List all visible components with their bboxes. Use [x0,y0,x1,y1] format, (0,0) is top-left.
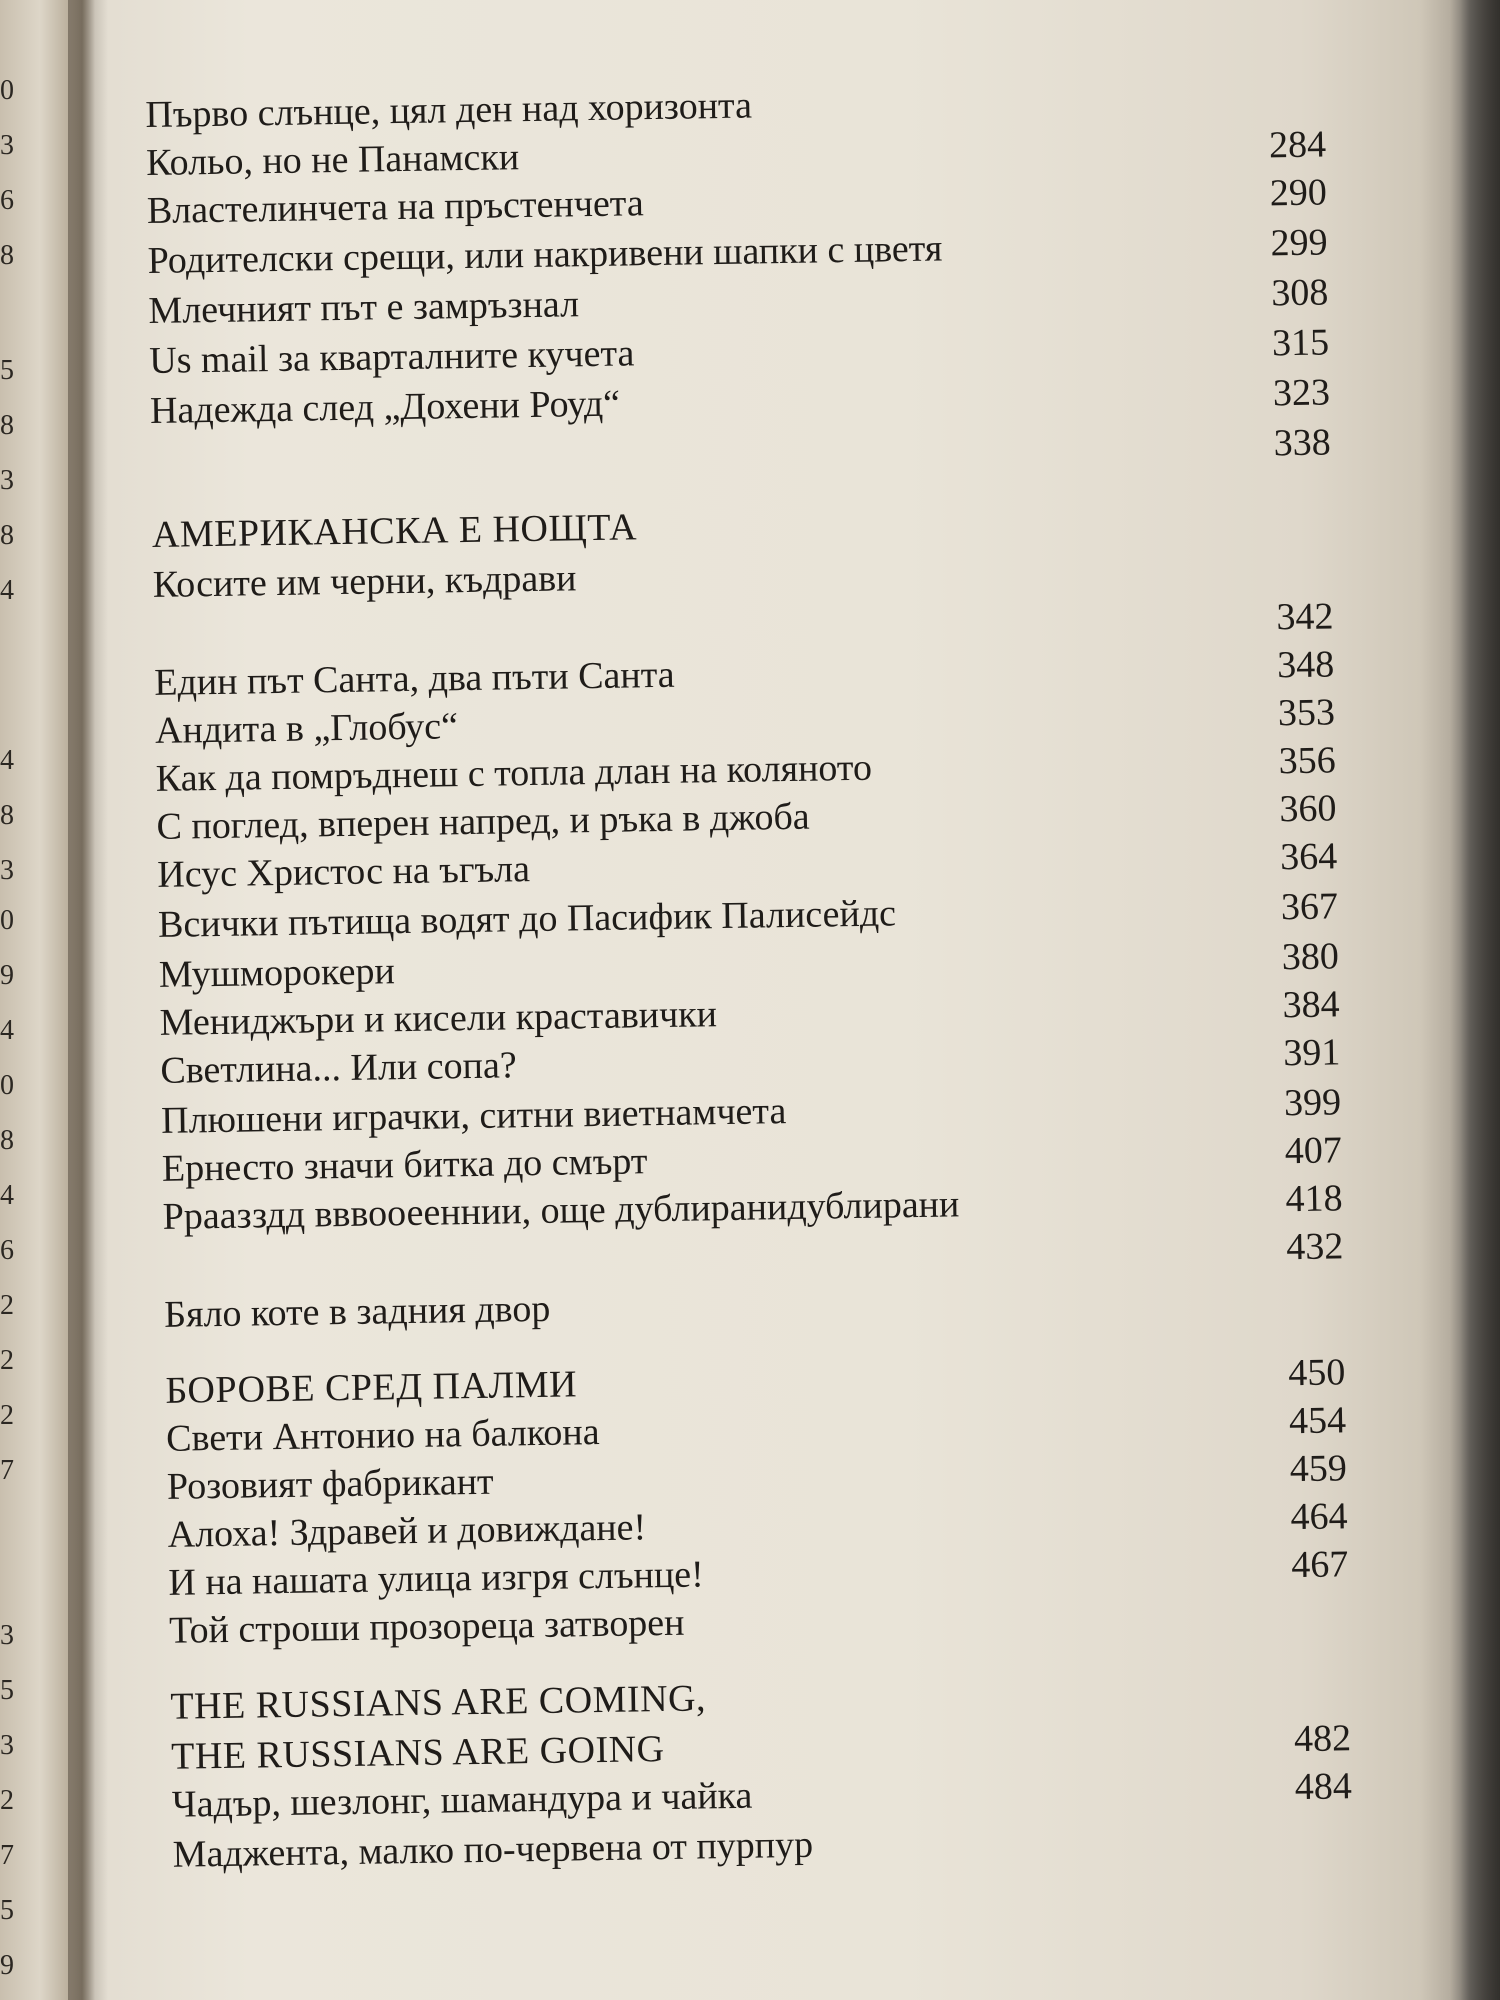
toc-entry-page-number: 284 [1268,123,1327,167]
toc-entry-page-number: 356 [1278,739,1337,783]
facing-page-number-fragment: 2 [0,1345,14,1376]
toc-entry-title: Кольо, но не Панамски [145,136,520,184]
facing-page-number-fragment: 3 [0,1730,14,1761]
toc-entry-title: Розовият фабрикант [166,1460,494,1508]
facing-page-number-fragment: 4 [0,1180,14,1211]
toc-entry-page-number: 384 [1282,983,1340,1027]
facing-page-number-fragment: 5 [0,355,14,386]
toc-entry-page-number: 323 [1272,371,1331,415]
toc-entry-page-number: 454 [1288,1399,1347,1443]
toc-entry-title: Властелинчета на пръстенчета [146,182,645,232]
toc-entry-page-number: 367 [1280,885,1339,929]
facing-page-number-fragment: 4 [0,575,14,606]
facing-page-number-fragment: 9 [0,960,14,991]
facing-page-number-fragment: 3 [0,1620,14,1651]
facing-page-number-fragment: 2 [0,1290,14,1321]
toc-entry-title: Светлина... Или сопа? [160,1044,517,1092]
facing-page-number-fragment: 8 [0,1125,14,1156]
facing-page-number-fragment: 8 [0,240,14,271]
toc-entry-title: Рраазздд вввооееннии, още дублиранидублирани [162,1183,960,1238]
toc-entry-title: Алоха! Здравей и довиждане! [167,1506,647,1556]
toc-entry-page-number: 353 [1277,691,1336,735]
toc-entry-page-number: 338 [1273,421,1332,465]
toc-entry-title: Мениджъри и кисели краставички [159,993,718,1044]
toc-entry-page-number: 407 [1284,1129,1343,1173]
toc-entry-title: Плюшени играчки, ситни виетнамчета [160,1090,787,1142]
toc-entry-title: АМЕРИКАНСКА Е НОЩТА [151,506,638,556]
facing-page-number-fragment: 8 [0,520,14,551]
facing-page-number-fragment: 2 [0,1400,14,1431]
toc-entry-title: Всички пътища водят до Пасифик Палисейдс [157,892,897,946]
toc-entry-title: Млечният път е замръзнал [148,283,580,332]
toc-entry-title: Родителски срещи, или накривени шапки с цветя [147,227,943,282]
toc-entry-title: Бяло коте в задния двор [163,1287,551,1336]
toc-entry-page-number: 432 [1285,1225,1344,1269]
toc-entry-title: THE RUSSIANS ARE COMING, [170,1677,707,1728]
right-page-edge [1460,0,1500,2000]
toc-entry-title: Чадър, шезлонг, шамандура и чайка [171,1774,753,1826]
facing-page-number-fragment: 3 [0,130,14,161]
facing-page-number-fragment: 0 [0,905,14,936]
facing-page-number-fragment: 2 [0,1785,14,1816]
toc-entry-page-number: 450 [1287,1351,1346,1395]
toc-entry-title: Мушморокери [158,950,396,996]
toc-entry-title: Косите им черни, къдрави [152,557,577,606]
facing-page-number-fragment: 0 [0,1070,14,1101]
facing-page-number-fragment: 3 [0,855,14,886]
toc-entry-page-number: 484 [1294,1765,1353,1809]
toc-entry-title: Той строши прозореца затворен [168,1601,685,1652]
toc-entry-page-number: 399 [1283,1081,1342,1125]
toc-entry-page-number: 360 [1279,787,1337,831]
facing-page-number-fragment: 6 [0,1235,14,1266]
facing-page-number-fragment: 3 [0,465,14,496]
toc-entry-title: И на нашата улица изгря слънце! [168,1553,705,1604]
toc-entry-page-number: 299 [1270,221,1328,265]
facing-page-number-fragment: 9 [0,1950,14,1981]
toc-entry-title: Как да помръднеш с топла длан на коляното [155,746,873,800]
toc-entry-title: Първо слънце, цял ден над хоризонта [145,84,753,136]
toc-entry-page-number: 290 [1269,171,1328,215]
facing-page-number-fragment: 0 [0,75,14,106]
toc-entry-page-number: 459 [1289,1447,1348,1491]
gutter-shadow [68,0,108,2000]
toc-entry-title: Андита в „Глобус“ [154,705,459,752]
toc-entry-title: THE RUSSIANS ARE GOING [170,1728,665,1778]
toc-entry-page-number: 315 [1271,321,1330,365]
facing-page-number-fragment: 5 [0,1675,14,1706]
facing-page-number-fragment: 7 [0,1455,14,1486]
toc-entry-title: Свети Антонио на балкона [165,1411,600,1460]
toc-entry-title: Исус Христос на ъгъла [157,848,531,896]
toc-entry-page-number: 380 [1281,935,1340,979]
toc-entry-title: БОРОВЕ СРЕД ПАЛМИ [165,1363,578,1412]
facing-page-number-fragment: 8 [0,800,14,831]
facing-page-number-fragment: 4 [0,745,14,776]
left-page-edge [0,0,78,2000]
table-of-contents [145,71,1354,1949]
toc-entry-title: Един път Санта, два пъти Санта [153,653,675,704]
toc-entry-page-number: 308 [1271,271,1329,315]
toc-entry-page-number: 391 [1282,1031,1341,1075]
toc-entry-page-number: 482 [1293,1717,1352,1761]
toc-entry-page-number: 348 [1276,643,1335,687]
facing-page-number-fragment: 5 [0,1895,14,1926]
toc-entry-title: Надежда след „Дохени Роуд“ [149,382,621,432]
toc-entry-page-number: 364 [1279,835,1338,879]
toc-entry-page-number: 418 [1285,1177,1343,1221]
facing-page-number-fragment: 8 [0,410,14,441]
toc-entry-page-number: 464 [1290,1495,1348,1539]
toc-entry-page-number: 467 [1290,1543,1349,1587]
toc-entry-title: Us mail за кварталните кучета [148,332,635,382]
toc-entry-title: Маджента, малко по-червена от пурпур [172,1823,814,1876]
facing-page-number-fragment: 6 [0,185,14,216]
facing-page-number-fragment: 7 [0,1840,14,1871]
facing-page-number-fragment: 4 [0,1015,14,1046]
toc-entry-page-number: 342 [1276,595,1334,639]
toc-entry-title: Ернесто значи битка до смърт [161,1140,648,1190]
toc-entry-title: С поглед, вперен напред, и ръка в джоба [156,795,810,848]
